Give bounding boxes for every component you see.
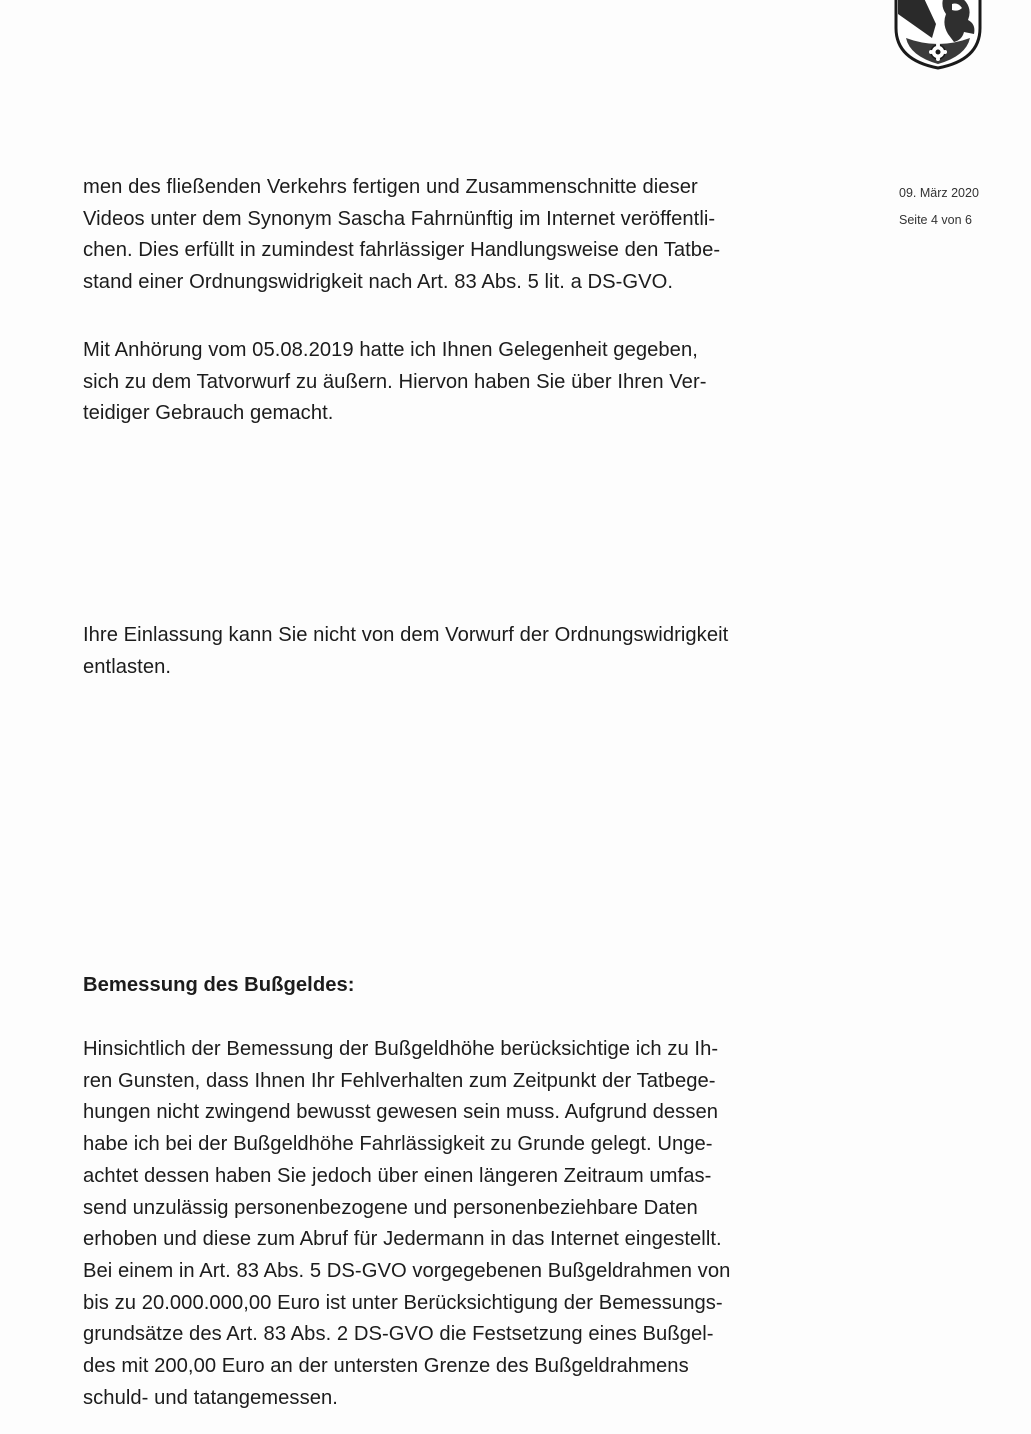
text-line: Videos unter dem Synonym Sascha Fahrnünftig im Internet veröffentli-	[83, 207, 716, 230]
text-line: men des fließenden Verkehrs fertigen und Zusammenschnitte dieser	[83, 176, 698, 198]
text-line: Ihre Einlassung kann Sie nicht von dem Vorwurf der Ordnungswidrigkeit	[83, 624, 729, 646]
text-line: schuld- und tatangemessen.	[83, 1386, 338, 1409]
page-number: Seite 4 von 6	[899, 213, 972, 227]
text-line: teidiger Gebrauch gemacht.	[83, 402, 334, 425]
text-line: chen. Dies erfüllt in zumindest fahrlässiger Handlungsweise den Tatbe-	[83, 239, 721, 262]
text-line: Hinsichtlich der Bemessung der Bußgeldhöhe berücksichtige ich zu Ih-	[83, 1038, 719, 1060]
text-line: habe ich bei der Bußgeldhöhe Fahrlässigkeit zu Grunde gelegt. Unge-	[83, 1133, 713, 1156]
section-heading: Bemessung des Bußgeldes:	[83, 974, 355, 996]
letter-date: 09. März 2020	[899, 186, 979, 200]
text-line: grundsätze des Art. 83 Abs. 2 DS-GVO die Festsetzung eines Bußgel-	[83, 1323, 714, 1346]
text-line: hungen nicht zwingend bewusst gewesen sein muss. Aufgrund dessen	[83, 1101, 719, 1124]
text-line: achtet dessen haben Sie jedoch über einen längeren Zeitraum umfas-	[83, 1164, 712, 1187]
letter-meta	[899, 180, 979, 234]
text-line: erhoben und diese zum Abruf für Jedermann in das Internet eingestellt.	[83, 1228, 722, 1251]
text-line: ren Gunsten, dass Ihnen Ihr Fehlverhalten zum Zeitpunkt der Tatbege-	[83, 1069, 716, 1092]
paragraph-hearing	[83, 335, 883, 430]
text-line: des mit 200,00 Euro an der untersten Grenze des Bußgeldrahmens	[83, 1355, 689, 1378]
nrw-coat-of-arms-icon	[892, 0, 984, 70]
text-line: bis zu 20.000.000,00 Euro ist unter Berücksichtigung der Bemessungs-	[83, 1291, 723, 1314]
text-line: entlasten.	[83, 655, 172, 678]
paragraph-statement	[83, 620, 883, 683]
text-line: stand einer Ordnungswidrigkeit nach Art. 83 Abs. 5 lit. a DS-GVO.	[83, 271, 674, 294]
paragraph-fine-assessment	[83, 1034, 883, 1414]
paragraph-offense-description	[83, 172, 883, 299]
text-line: sich zu dem Tatvorwurf zu äußern. Hiervon haben Sie über Ihren Ver-	[83, 370, 707, 393]
text-line: send unzulässig personenbezogene und personenbeziehbare Daten	[83, 1196, 698, 1219]
text-line: Bei einem in Art. 83 Abs. 5 DS-GVO vorgegebenen Bußgeldrahmen von	[83, 1259, 731, 1282]
text-line: Mit Anhörung vom 05.08.2019 hatte ich Ihnen Gelegenheit gegeben,	[83, 339, 698, 361]
